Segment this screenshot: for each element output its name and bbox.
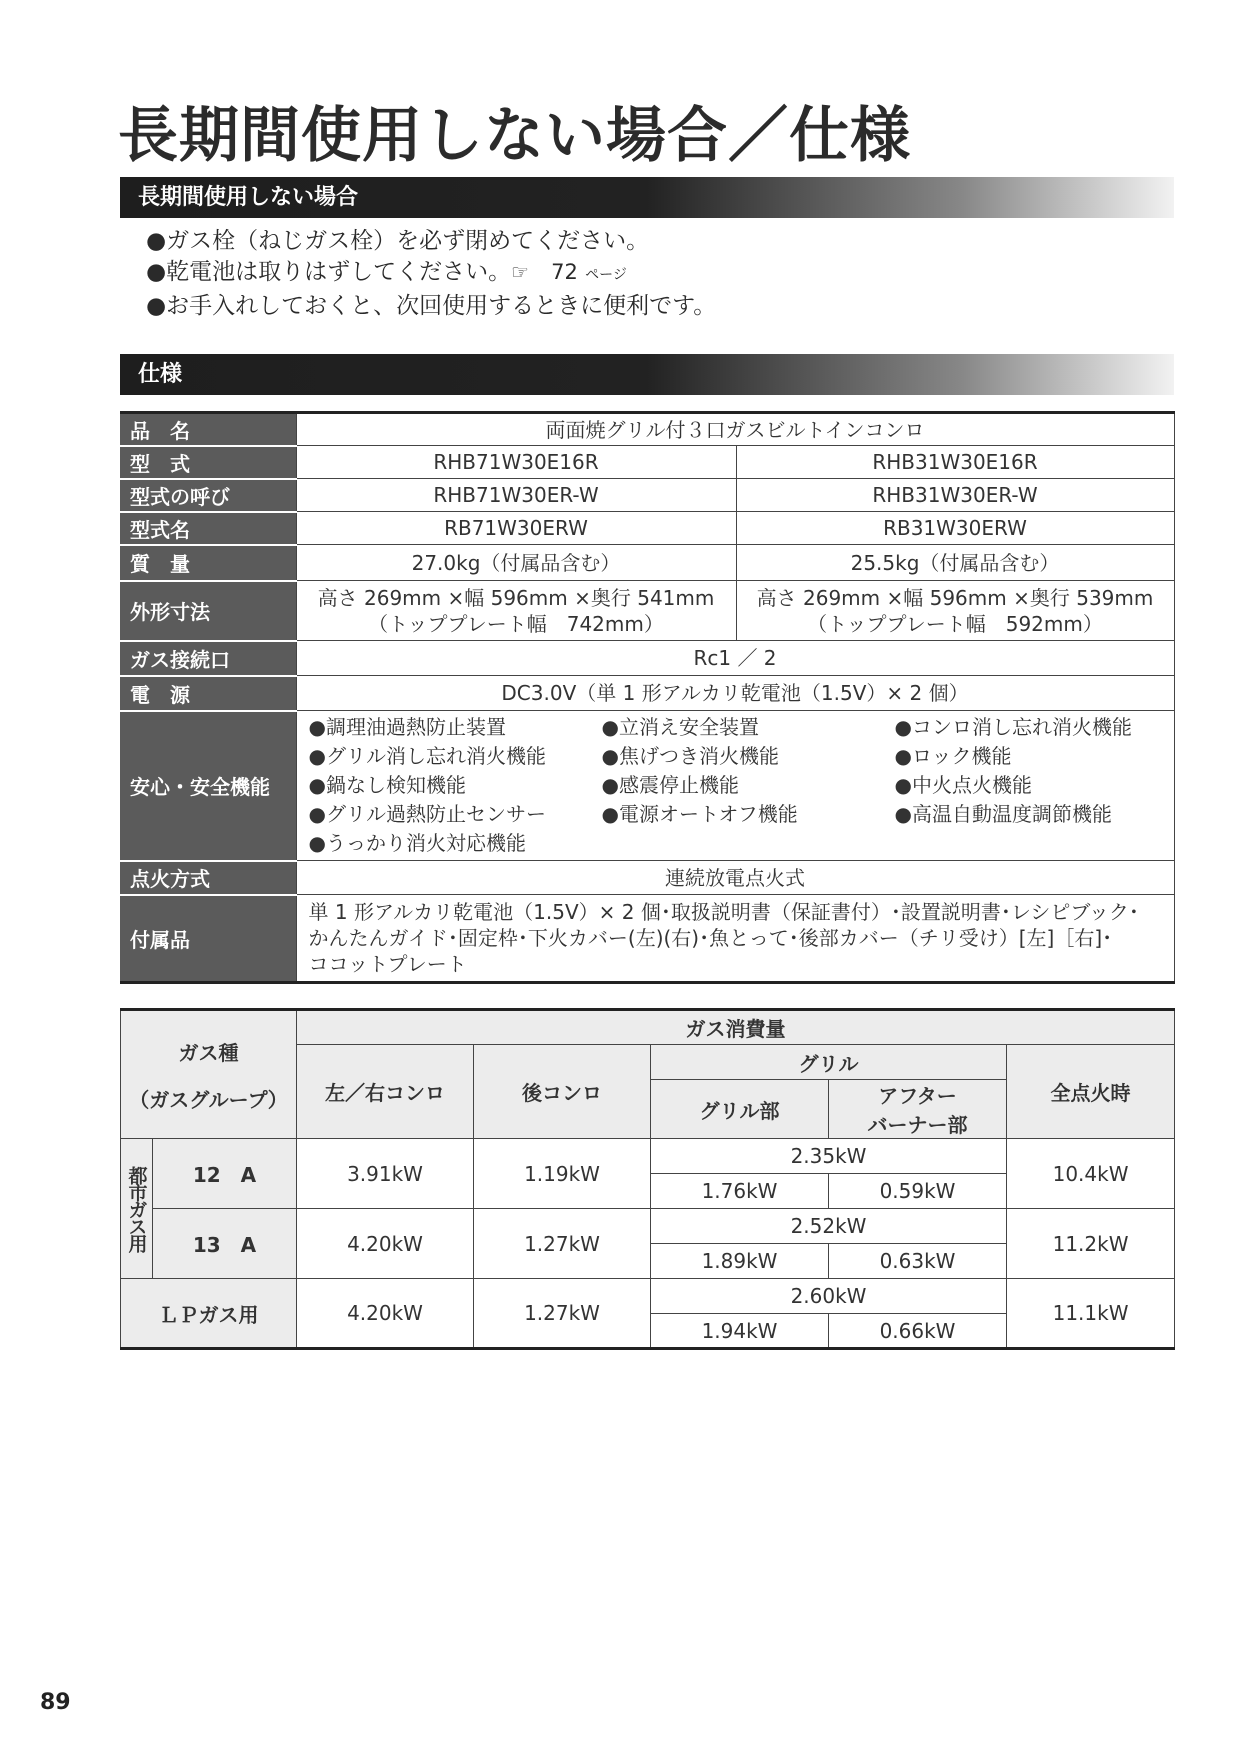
value-cell: 1.89kW <box>651 1244 829 1279</box>
spec-label: 点火方式 <box>120 861 296 895</box>
value-cell: 11.1kW <box>1007 1279 1175 1349</box>
value-cell: 2.60kW <box>651 1279 1007 1314</box>
value-cell: 1.27kW <box>474 1209 651 1279</box>
spec-label: 外形寸法 <box>120 581 296 641</box>
spec-value: 両面焼グリル付３口ガスビルトインコンロ <box>296 413 1174 446</box>
value-cell: 1.76kW <box>651 1174 829 1209</box>
spec-value: 25.5kg（付属品含む） <box>736 545 1174 581</box>
safety-feature-item: ●ロック機能 <box>894 744 1012 768</box>
spec-label: 電 源 <box>120 676 296 711</box>
safety-feature-item: ●調理油過熱防止装置 <box>308 715 506 739</box>
table-row <box>120 676 1174 711</box>
page-reference-suffix: ページ <box>585 267 627 283</box>
value-cell: 2.35kW <box>651 1139 1007 1174</box>
safety-feature-item: ●中火点火機能 <box>894 773 1032 797</box>
table-row <box>120 512 1174 545</box>
value-cell: 1.94kW <box>651 1314 829 1349</box>
gas-consumption-table <box>120 1008 1175 1350</box>
city-gas-label: 都市ガス用 <box>121 1139 153 1279</box>
safety-feature-item: ●感震停止機能 <box>601 773 739 797</box>
gas-type-cell: 12 A <box>153 1139 297 1209</box>
safety-feature-item: ●グリル過熱防止センサー <box>308 802 546 826</box>
gas-type-cell: ＬＰガス用 <box>121 1279 297 1349</box>
table-row <box>121 1209 1175 1244</box>
grill-part-header: グリル部 <box>651 1080 829 1139</box>
spec-table <box>120 411 1175 984</box>
gas-consumption-header: ガス消費量 <box>297 1010 1175 1045</box>
lr-burner-header: 左／右コンロ <box>297 1045 474 1139</box>
bullet-item: ●お手入れしておくと、次回使用するときに便利です。 <box>146 293 717 319</box>
safety-features <box>296 711 1174 861</box>
spec-value: RB71W30ERW <box>296 512 736 545</box>
page-reference: 72 <box>551 260 578 284</box>
spec-value: RHB71W30E16R <box>296 446 736 479</box>
all-burner-header: 全点火時 <box>1007 1045 1175 1139</box>
spec-value: 高さ 269mm ×幅 596mm ×奥行 539mm （トッププレート幅 592mm） <box>736 581 1174 641</box>
table-row <box>120 413 1174 446</box>
rear-burner-header: 後コンロ <box>474 1045 651 1139</box>
table-row <box>120 545 1174 581</box>
table-row <box>120 711 1174 861</box>
section-heading-spec: 仕様 <box>120 354 1174 395</box>
spec-value: RB31W30ERW <box>736 512 1174 545</box>
value-cell: 0.59kW <box>829 1174 1007 1209</box>
table-row <box>120 861 1174 895</box>
table-row <box>120 479 1174 512</box>
safety-feature-item: ●うっかり消火対応機能 <box>308 831 526 855</box>
spec-label: 安心・安全機能 <box>120 711 296 861</box>
table-row <box>120 895 1174 983</box>
spec-value: RHB31W30E16R <box>736 446 1174 479</box>
value-cell: 0.63kW <box>829 1244 1007 1279</box>
table-row <box>120 581 1174 641</box>
spec-label: ガス接続口 <box>120 641 296 676</box>
section-heading-storage: 長期間使用しない場合 <box>120 177 1174 218</box>
spec-label: 型式の呼び <box>120 479 296 512</box>
table-row <box>120 446 1174 479</box>
page-title: 長期間使用しない場合／仕様 <box>118 101 911 171</box>
page-number: 89 <box>40 1690 71 1715</box>
value-cell: 2.52kW <box>651 1209 1007 1244</box>
bullet-item: ●乾電池は取りはずしてください。☞ 72 ページ <box>146 257 716 291</box>
spec-label: 付属品 <box>120 895 296 983</box>
spec-label: 品 名 <box>120 413 296 446</box>
safety-feature-item: ●コンロ消し忘れ消火機能 <box>894 715 1132 739</box>
bullet-item: ●ガス栓（ねじガス栓）を必ず閉めてください。 <box>146 228 650 254</box>
pointing-hand-icon: ☞ <box>511 260 530 284</box>
value-cell: 11.2kW <box>1007 1209 1175 1279</box>
spec-value: 高さ 269mm ×幅 596mm ×奥行 541mm （トッププレート幅 742mm） <box>296 581 736 641</box>
value-cell: 4.20kW <box>297 1279 474 1349</box>
safety-feature-item: ●立消え安全装置 <box>601 715 759 739</box>
safety-feature-item: ●電源オートオフ機能 <box>601 802 798 826</box>
safety-feature-item: ●高温自動温度調節機能 <box>894 802 1112 826</box>
value-cell: 4.20kW <box>297 1209 474 1279</box>
spec-label: 型式名 <box>120 512 296 545</box>
value-cell: 10.4kW <box>1007 1139 1175 1209</box>
value-cell: 0.66kW <box>829 1314 1007 1349</box>
spec-value: DC3.0V（単 1 形アルカリ乾電池（1.5V）× 2 個） <box>296 676 1174 711</box>
value-cell: 1.19kW <box>474 1139 651 1209</box>
gas-type-cell: 13 A <box>153 1209 297 1279</box>
after-burner-header: アフター バーナー部 <box>829 1080 1007 1139</box>
table-row <box>121 1139 1175 1174</box>
safety-feature-item: ●グリル消し忘れ消火機能 <box>308 744 546 768</box>
spec-value: RHB31W30ER-W <box>736 479 1174 512</box>
grill-header: グリル <box>651 1045 1007 1080</box>
spec-value: RHB71W30ER-W <box>296 479 736 512</box>
spec-value: 27.0kg（付属品含む） <box>296 545 736 581</box>
spec-value: 連続放電点火式 <box>296 861 1174 895</box>
table-row <box>121 1010 1175 1045</box>
safety-feature-item: ●焦げつき消火機能 <box>601 744 779 768</box>
safety-feature-item: ●鍋なし検知機能 <box>308 773 466 797</box>
value-cell: 3.91kW <box>297 1139 474 1209</box>
spec-label: 型 式 <box>120 446 296 479</box>
storage-bullet-list <box>146 226 716 322</box>
spec-value: Rc1 ／ 2 <box>296 641 1174 676</box>
gas-type-header: ガス種 （ガスグループ） <box>121 1010 297 1139</box>
value-cell: 1.27kW <box>474 1279 651 1349</box>
table-row <box>120 641 1174 676</box>
spec-label: 質 量 <box>120 545 296 581</box>
table-row <box>121 1279 1175 1314</box>
spec-value-accessories: 単 1 形アルカリ乾電池（1.5V）× 2 個･取扱説明書（保証書付）･設置説明書･レシピブック･ かんたんガイド･固定枠･下火カバー(左)(右)･魚とって･後部カバー（チリ受け）[左]［右]･ ココットプレート <box>296 895 1174 983</box>
